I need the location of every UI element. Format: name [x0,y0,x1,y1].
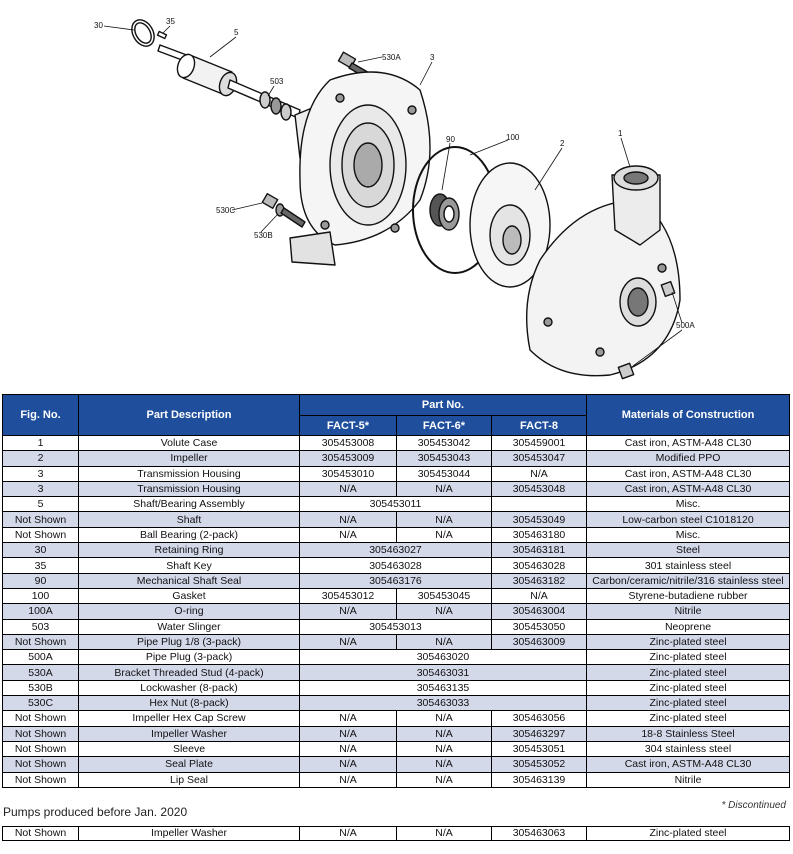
table-row [3,696,790,711]
cell-fig-no: 530A [3,665,79,680]
legacy-caption: Pumps produced before Jan. 2020 [3,805,188,819]
cell-fact-5: N/A [300,604,397,619]
cell-materials: Cast iron, ASTM-A48 CL30 [587,757,790,772]
cell-fact-6: 305453045 [397,588,492,603]
header-fact-8: FACT-8 [492,416,587,436]
cell-fact-6: 305453043 [397,451,492,466]
table-row [3,711,790,726]
cell-fig-no: 3 [3,481,79,496]
cell-part-no-all: 305463031 [300,665,587,680]
cell-materials: Nitrile [587,772,790,787]
transmission-housing-part [290,72,430,265]
callout-30: 30 [94,21,103,30]
cell-materials: Zinc-plated steel [587,634,790,649]
cell-fact-8: N/A [492,466,587,481]
table-row [3,772,790,787]
cell-fact-5: N/A [300,757,397,772]
cell-fig-no: Not Shown [3,772,79,787]
cell-fact-6: 305453044 [397,466,492,481]
cell-fact-6: 305453042 [397,436,492,451]
cell-fig-no: 2 [3,451,79,466]
lower-hardware-part [262,194,305,227]
cell-materials: Zinc-plated steel [587,827,790,841]
callout-35: 35 [166,17,175,26]
callout-530c: 530C [216,206,236,215]
table-row [3,543,790,558]
cell-description: Impeller Washer [79,726,300,741]
cell-fact-6: N/A [397,512,492,527]
parts-table-body [3,436,790,788]
cell-description: Impeller [79,451,300,466]
header-fact-6: FACT-6* [397,416,492,436]
cell-fact-8: 305463056 [492,711,587,726]
cell-description: Retaining Ring [79,543,300,558]
cell-fact-8: 305463063 [492,827,587,841]
cell-materials: Zinc-plated steel [587,665,790,680]
exploded-pump-diagram [0,0,793,392]
cell-fact-8: 305463139 [492,772,587,787]
table-row [3,512,790,527]
callout-500a: 500A [676,321,695,330]
cell-description: Mechanical Shaft Seal [79,573,300,588]
cell-fact-5: N/A [300,481,397,496]
cell-part-no-all: 305463020 [300,650,587,665]
cell-materials: 18-8 Stainless Steel [587,726,790,741]
table-row [3,436,790,451]
cell-description: Bracket Threaded Stud (4-pack) [79,665,300,680]
legacy-table [2,826,790,841]
cell-part-no-fact-5-6: 305453013 [300,619,492,634]
callout-5: 5 [234,28,239,37]
cell-materials: Zinc-plated steel [587,696,790,711]
cell-fig-no: 500A [3,650,79,665]
cell-fig-no: Not Shown [3,726,79,741]
cell-fig-no: Not Shown [3,512,79,527]
cell-description: Water Slinger [79,619,300,634]
cell-fact-6: N/A [397,481,492,496]
cell-part-no-all: 305463033 [300,696,587,711]
cell-fact-5: N/A [300,827,397,841]
cell-fig-no: 100 [3,588,79,603]
cell-fig-no: Not Shown [3,711,79,726]
cell-fact-8: 305459001 [492,436,587,451]
table-row [3,650,790,665]
cell-materials: Cast iron, ASTM-A48 CL30 [587,436,790,451]
cell-fact-5: 305453010 [300,466,397,481]
table-row [3,604,790,619]
cell-materials: Steel [587,543,790,558]
cell-description: Shaft Key [79,558,300,573]
cell-description: Ball Bearing (2-pack) [79,527,300,542]
water-slinger-part [260,92,291,120]
cell-part-no-fact-5-6: 305463176 [300,573,492,588]
cell-description: O-ring [79,604,300,619]
cell-fig-no: 35 [3,558,79,573]
cell-fact-8: 305463009 [492,634,587,649]
cell-fact-5: 305453009 [300,451,397,466]
cell-fig-no: Not Shown [3,827,79,841]
cell-fact-6: N/A [397,772,492,787]
cell-fact-5: N/A [300,711,397,726]
cell-description: Seal Plate [79,757,300,772]
cell-materials: Zinc-plated steel [587,650,790,665]
cell-fact-8: 305453050 [492,619,587,634]
callout-3: 3 [430,53,435,62]
table-row [3,827,790,841]
cell-description: Impeller Hex Cap Screw [79,711,300,726]
table-row [3,634,790,649]
cell-fact-6: N/A [397,741,492,756]
cell-fact-5: N/A [300,741,397,756]
cell-materials: 301 stainless steel [587,558,790,573]
cell-description: Gasket [79,588,300,603]
cell-fact-8: 305463028 [492,558,587,573]
header-part-description: Part Description [79,395,300,436]
callout-503: 503 [270,77,284,86]
mechanical-seal-part [430,194,459,230]
cell-fact-5: N/A [300,726,397,741]
cell-materials: Zinc-plated steel [587,680,790,695]
cell-fact-8: 305463004 [492,604,587,619]
cell-description: Shaft/Bearing Assembly [79,497,300,512]
cell-fact-5: N/A [300,634,397,649]
cell-part-no-fact-5-6: 305453011 [300,497,492,512]
header-fig-no: Fig. No. [3,395,79,436]
cell-fact-8: 305463182 [492,573,587,588]
cell-materials: Cast iron, ASTM-A48 CL30 [587,481,790,496]
callout-90: 90 [446,135,455,144]
cell-fig-no: 5 [3,497,79,512]
cell-fact-6: N/A [397,634,492,649]
cell-fact-5: N/A [300,527,397,542]
cell-description: Transmission Housing [79,481,300,496]
cell-materials: Nitrile [587,604,790,619]
cell-fact-8: 305463181 [492,543,587,558]
cell-fact-5: N/A [300,512,397,527]
cell-fact-6: N/A [397,726,492,741]
cell-fig-no: 503 [3,619,79,634]
cell-fact-6: N/A [397,527,492,542]
discontinued-footnote: * Discontinued [721,800,786,811]
cell-fact-8: 305453049 [492,512,587,527]
cell-materials: Styrene-butadiene rubber [587,588,790,603]
cell-part-no-fact-5-6: 305463027 [300,543,492,558]
cell-description: Impeller Washer [79,827,300,841]
cell-fact-8: N/A [492,588,587,603]
cell-materials: Neoprene [587,619,790,634]
cell-fig-no: 1 [3,436,79,451]
cell-fact-8: 305453048 [492,481,587,496]
cell-fact-8: 305453052 [492,757,587,772]
cell-description: Shaft [79,512,300,527]
cell-fact-8: 305453051 [492,741,587,756]
volute-case-part [527,166,680,376]
cell-fig-no: 90 [3,573,79,588]
table-row [3,497,790,512]
callout-530a: 530A [382,53,401,62]
header-fact-5: FACT-5* [300,416,397,436]
cell-fact-5: N/A [300,772,397,787]
cell-description: Pipe Plug 1/8 (3-pack) [79,634,300,649]
cell-fig-no: Not Shown [3,757,79,772]
cell-fact-6: N/A [397,757,492,772]
cell-fig-no: Not Shown [3,527,79,542]
table-row [3,588,790,603]
cell-materials: Modified PPO [587,451,790,466]
cell-description: Pipe Plug (3-pack) [79,650,300,665]
table-row [3,527,790,542]
cell-materials: Low-carbon steel C1018120 [587,512,790,527]
cell-fact-6: N/A [397,604,492,619]
cell-fact-6: N/A [397,827,492,841]
table-row [3,680,790,695]
shaft-key-part [158,31,167,38]
cell-materials: Misc. [587,497,790,512]
table-row [3,726,790,741]
header-part-no: Part No. [300,395,587,416]
table-row [3,451,790,466]
table-row [3,481,790,496]
cell-fig-no: 30 [3,543,79,558]
cell-fact-5: 305453012 [300,588,397,603]
table-row [3,757,790,772]
cell-fig-no: 100A [3,604,79,619]
cell-materials: Carbon/ceramic/nitrile/316 stainless steel [587,573,790,588]
cell-fact-8: 305453047 [492,451,587,466]
cell-fact-8 [492,497,587,512]
callout-1: 1 [618,129,623,138]
cell-materials: Zinc-plated steel [587,711,790,726]
cell-materials: Misc. [587,527,790,542]
cell-fact-6: N/A [397,711,492,726]
cell-fact-5: 305453008 [300,436,397,451]
cell-fact-8: 305463180 [492,527,587,542]
callout-530b: 530B [254,231,273,240]
cell-description: Lip Seal [79,772,300,787]
cell-materials: 304 stainless steel [587,741,790,756]
table-row [3,466,790,481]
table-row [3,573,790,588]
parts-table [2,394,790,788]
cell-description: Volute Case [79,436,300,451]
table-row [3,741,790,756]
cell-fig-no: Not Shown [3,634,79,649]
table-row [3,558,790,573]
cell-part-no-fact-5-6: 305463028 [300,558,492,573]
cell-materials: Cast iron, ASTM-A48 CL30 [587,466,790,481]
cell-fact-8: 305463297 [492,726,587,741]
cell-description: Hex Nut (8-pack) [79,696,300,711]
cell-description: Transmission Housing [79,466,300,481]
table-row [3,665,790,680]
cell-fig-no: 530B [3,680,79,695]
cell-fig-no: 3 [3,466,79,481]
cell-description: Sleeve [79,741,300,756]
callout-100: 100 [506,133,520,142]
cell-description: Lockwasher (8-pack) [79,680,300,695]
cell-fig-no: 530C [3,696,79,711]
table-row [3,619,790,634]
cell-fig-no: Not Shown [3,741,79,756]
header-materials: Materials of Construction [587,395,790,436]
cell-part-no-all: 305463135 [300,680,587,695]
callout-2: 2 [560,139,565,148]
